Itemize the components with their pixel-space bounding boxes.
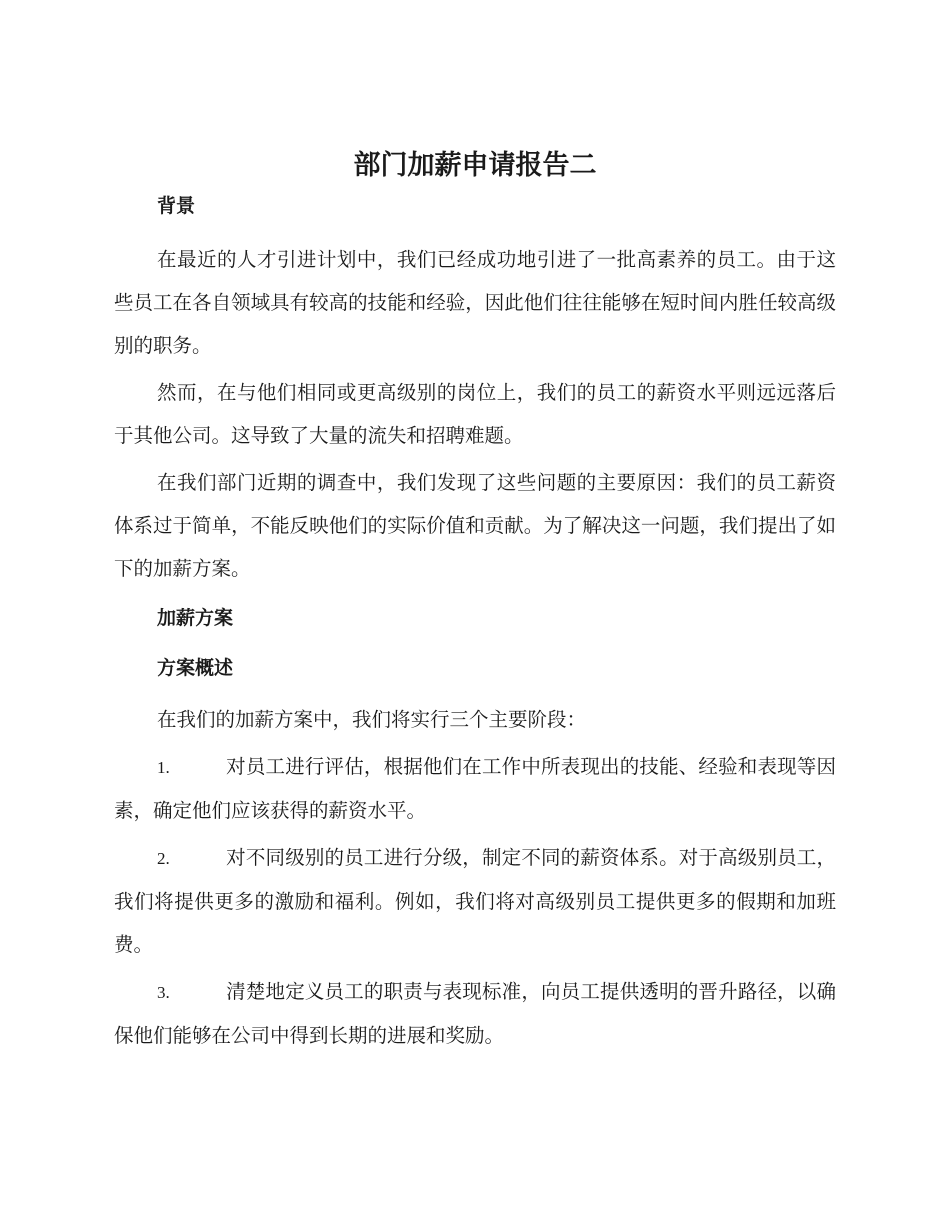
list-number: 1. bbox=[157, 758, 170, 777]
list-item bbox=[114, 836, 836, 966]
document-body bbox=[114, 188, 836, 1057]
list-number: 2. bbox=[157, 849, 170, 868]
plan-heading: 加薪方案 bbox=[157, 607, 234, 629]
list-item-text: 对不同级别的员工进行分级，制定不同的薪资体系。对于高级别员工，我们将提供更多的激励和福利。例如，我们将对高级别员工提供更多的假期和加班费。 bbox=[114, 846, 836, 956]
overview-intro: 在我们的加薪方案中，我们将实行三个主要阶段： bbox=[157, 708, 587, 731]
overview-heading: 方案概述 bbox=[157, 657, 234, 679]
background-paragraph-1: 在最近的人才引进计划中，我们已经成功地引进了一批高素养的员工。由于这些员工在各自领域具有较高的技能和经验，因此他们往往能够在短时间内胜任较高级别的职务。 bbox=[114, 248, 836, 357]
background-heading: 背景 bbox=[157, 195, 196, 217]
list-item-text: 对员工进行评估，根据他们在工作中所表现出的技能、经验和表现等因素，确定他们应该获得的薪资水平。 bbox=[114, 755, 836, 822]
document-title: 部门加薪申请报告二 bbox=[353, 150, 597, 181]
list-number: 3. bbox=[157, 983, 170, 1002]
list-item-text: 清楚地定义员工的职责与表现标准，向员工提供透明的晋升路径，以确保他们能够在公司中得到长期的进展和奖励。 bbox=[114, 980, 836, 1047]
list-item bbox=[114, 745, 836, 832]
list-item bbox=[114, 970, 836, 1057]
background-paragraph-2: 然而，在与他们相同或更高级别的岗位上，我们的员工的薪资水平则远远落后于其他公司。这导致了大量的流失和招聘难题。 bbox=[114, 381, 836, 447]
background-paragraph-3: 在我们部门近期的调查中，我们发现了这些问题的主要原因：我们的员工薪资体系过于简单，不能反映他们的实际价值和贡献。为了解决这一问题，我们提出了如下的加薪方案。 bbox=[114, 471, 836, 580]
